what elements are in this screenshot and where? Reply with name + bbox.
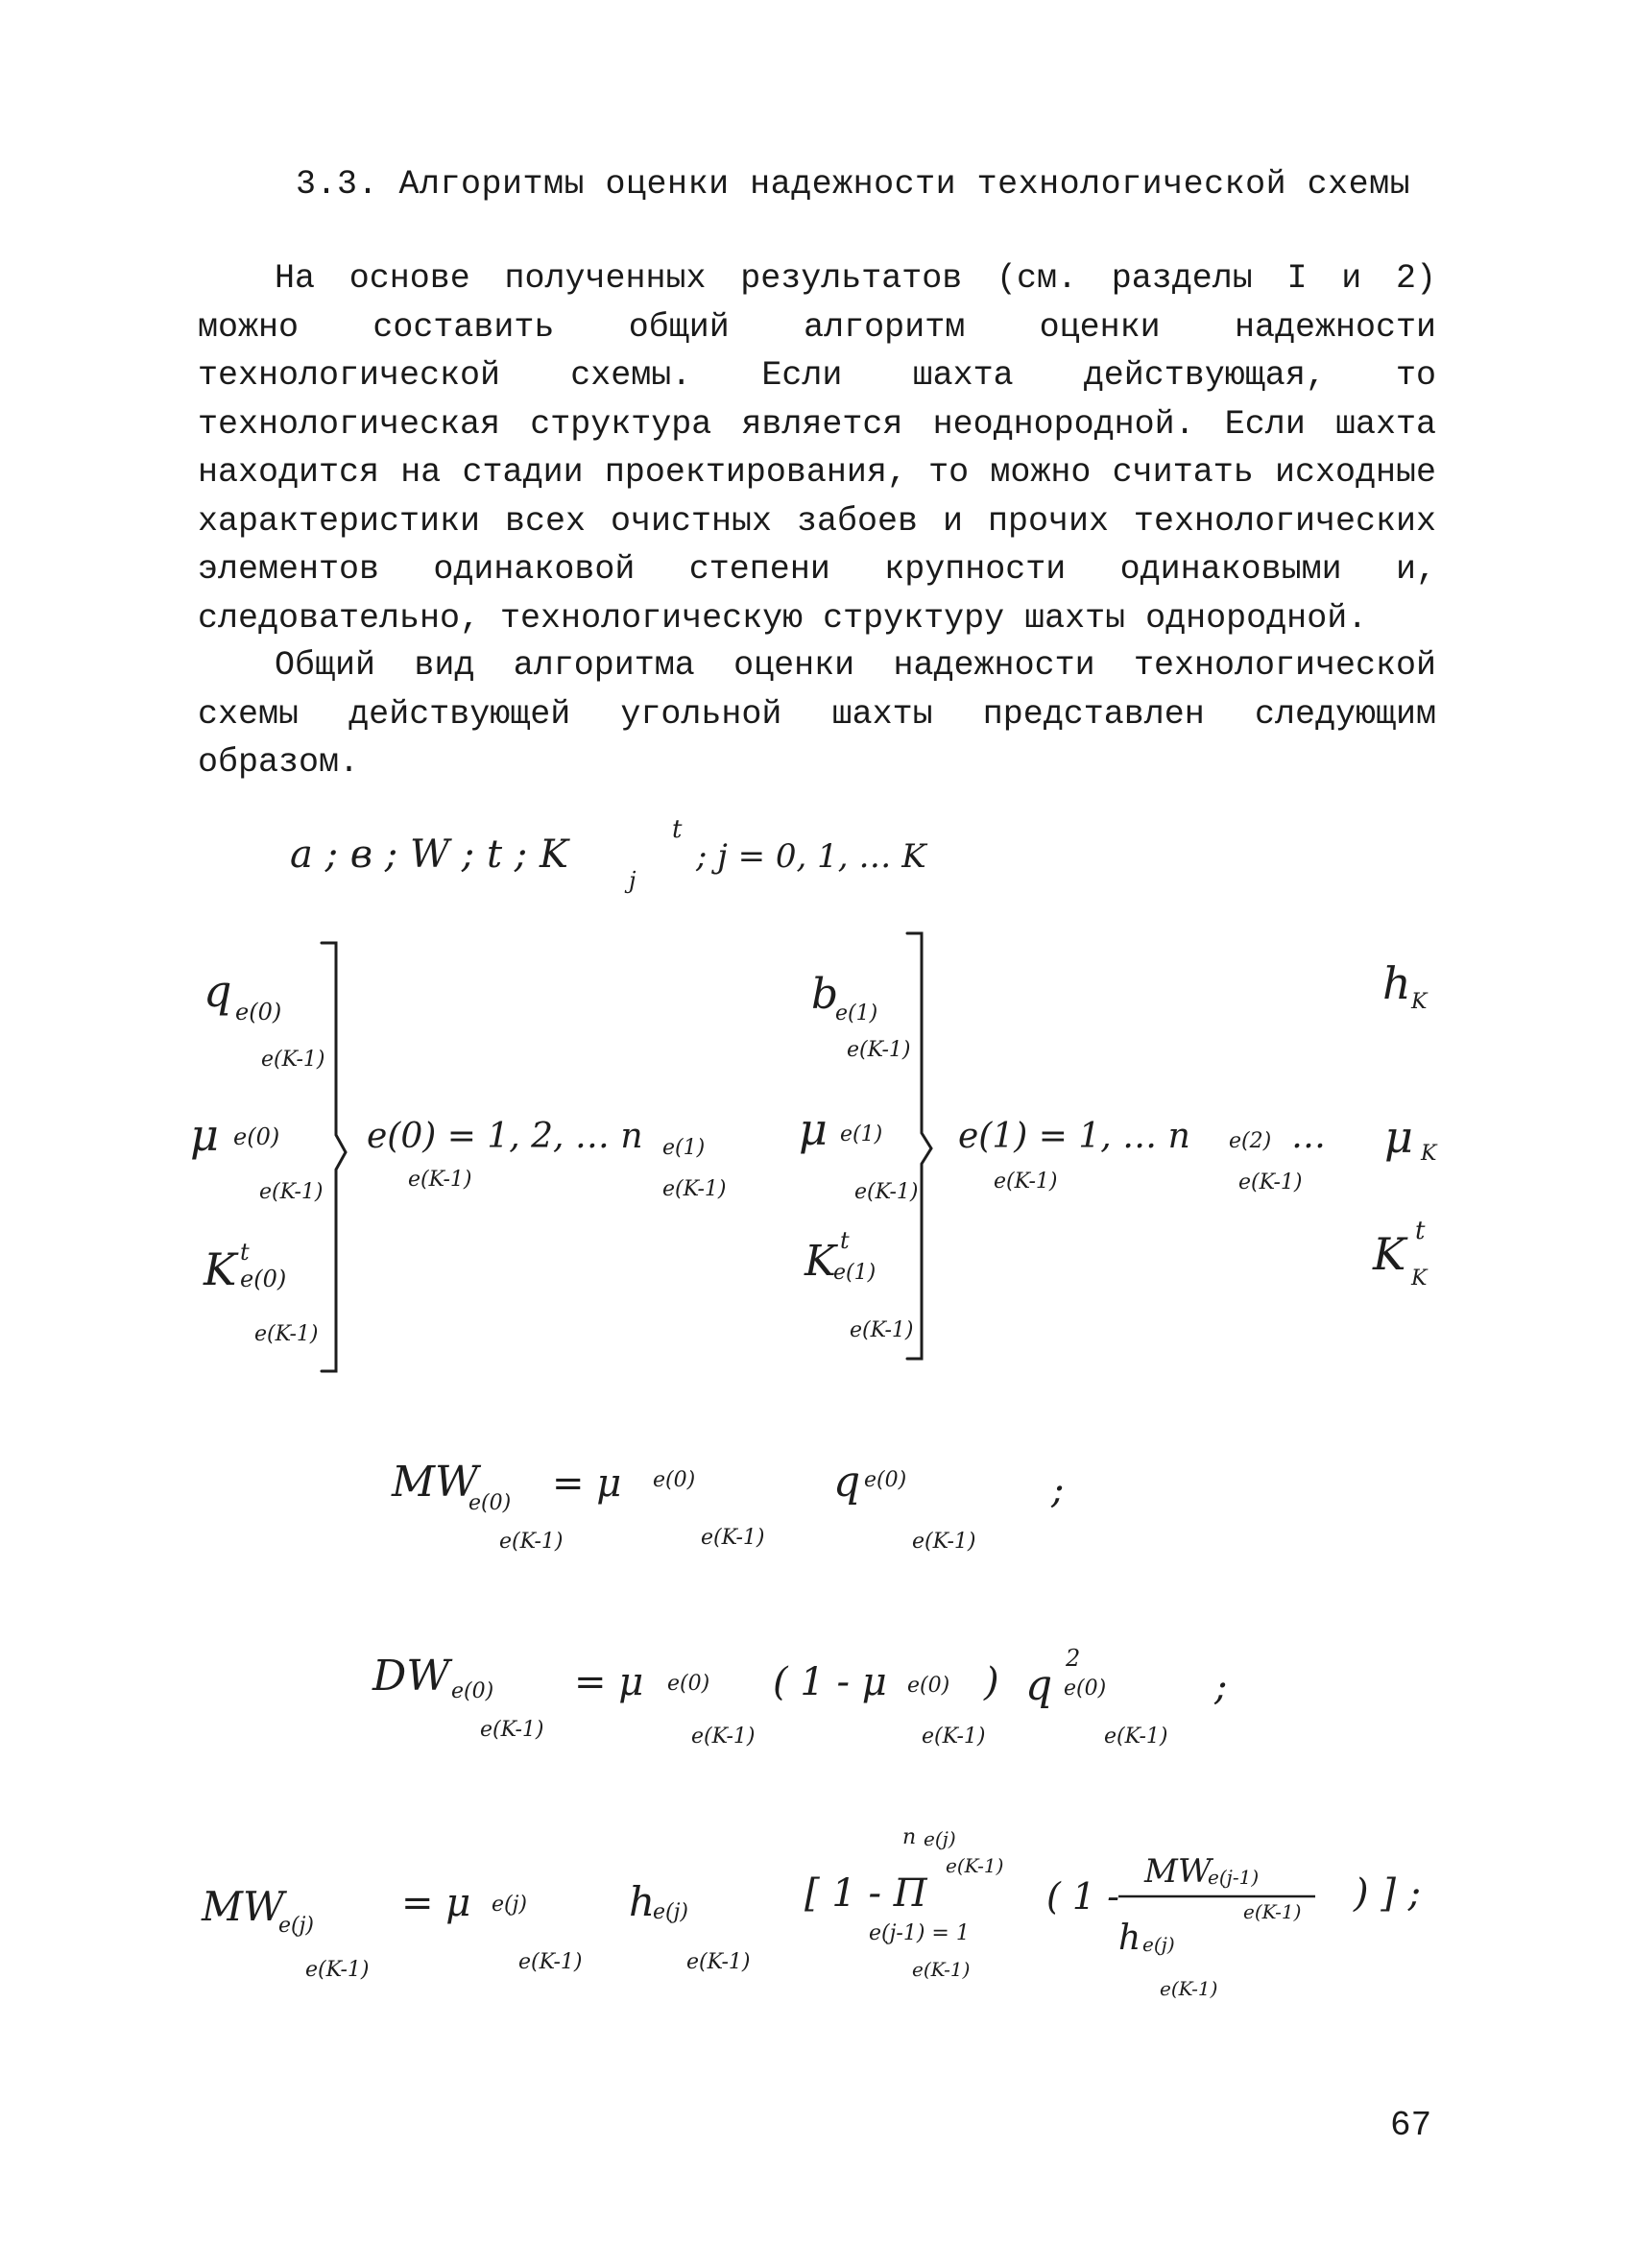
svg-text:e(K-1): e(K-1): [854, 1180, 919, 1204]
svg-text:DW: DW: [372, 1652, 450, 1701]
inputs-j: j: [629, 867, 636, 894]
paragraph-algorithm-view: Общий вид алгоритма оценки надежности технологической схемы действующей угольной шахты представлен следующим образом.: [198, 646, 1436, 782]
svg-text:…: …: [1291, 1117, 1326, 1156]
svg-text:e(1): e(1): [833, 1261, 877, 1285]
svg-text:e(K-1): e(K-1): [261, 1048, 325, 1072]
formula-mw: [391, 1458, 1064, 1554]
svg-text:t: t: [1415, 1217, 1426, 1245]
svg-text:e(K-1): e(K-1): [1238, 1170, 1303, 1194]
svg-text:e(K-1): e(K-1): [701, 1526, 765, 1550]
svg-text:e(0): e(0): [907, 1674, 950, 1698]
svg-text:e(K-1): e(K-1): [254, 1322, 319, 1346]
svg-text:e(0): e(0): [235, 999, 282, 1025]
svg-text:) ] ;: ) ] ;: [1354, 1871, 1422, 1916]
svg-text:e(1): e(1): [835, 1001, 878, 1025]
svg-text:e(K-1): e(K-1): [850, 1318, 914, 1342]
svg-text:e(0): e(0): [240, 1266, 287, 1292]
svg-text:e(K-1): e(K-1): [499, 1530, 564, 1554]
svg-text:;: ;: [1214, 1665, 1228, 1709]
svg-text:n: n: [902, 1825, 917, 1849]
k-symbol-right: K: [1373, 1228, 1406, 1280]
mu-symbol-right: μ: [1384, 1111, 1413, 1163]
inputs-range: ; j = 0, 1, … K: [696, 837, 926, 876]
svg-text:MW: MW: [392, 1458, 479, 1507]
svg-text:e(j-1): e(j-1): [1208, 1866, 1260, 1889]
formula-dw: [372, 1645, 1227, 1749]
svg-text:e(j): e(j): [492, 1893, 528, 1917]
svg-text:MW: MW: [1144, 1852, 1212, 1891]
b-symbol: b: [811, 970, 839, 1019]
svg-text:h: h: [1118, 1918, 1141, 1958]
svg-text:e(K-1): e(K-1): [847, 1038, 911, 1062]
svg-text:e(K-1): e(K-1): [946, 1854, 1004, 1877]
svg-text:e(K-1): e(K-1): [994, 1170, 1058, 1194]
svg-text:q: q: [833, 1458, 861, 1507]
svg-text:K: K: [1411, 990, 1428, 1014]
svg-text:e(0): e(0): [451, 1679, 494, 1703]
svg-text:e(j): e(j): [1142, 1933, 1175, 1956]
svg-text:= μ: = μ: [552, 1461, 622, 1506]
right-block: [1372, 957, 1438, 1291]
svg-text:q: q: [1025, 1661, 1053, 1710]
middle-range: e(1) = 1, … n: [958, 1117, 1190, 1156]
q-symbol: q: [204, 965, 232, 1017]
inputs-t: t: [672, 815, 683, 844]
left-range: e(0) = 1, 2, … n: [367, 1117, 643, 1156]
svg-text:e(2): e(2): [1229, 1129, 1272, 1153]
svg-text:e(0): e(0): [667, 1672, 710, 1696]
svg-text:e(0): e(0): [233, 1123, 280, 1150]
svg-text:= μ: = μ: [401, 1881, 471, 1925]
k-symbol: K: [204, 1243, 237, 1295]
inputs-text: a ; в ; W ; t ; K: [290, 832, 568, 877]
svg-text:e(1): e(1): [662, 1136, 706, 1160]
svg-text:e(K-1): e(K-1): [480, 1718, 544, 1742]
left-block: [190, 943, 726, 1371]
svg-text:e(K-1): e(K-1): [1104, 1725, 1168, 1749]
svg-text:MW: MW: [202, 1883, 285, 1930]
section-heading: 3.3. Алгоритмы оценки надежности технологической схемы: [296, 165, 1411, 204]
svg-text:e(K-1): e(K-1): [912, 1530, 976, 1554]
svg-text:e(K-1): e(K-1): [1160, 1977, 1218, 2000]
svg-text:e(j): e(j): [278, 1914, 315, 1938]
svg-text:K: K: [1421, 1142, 1437, 1166]
page-number: 67: [1390, 2106, 1432, 2145]
formula-mw-j: [201, 1825, 1421, 2000]
svg-text:( 1 - μ: ( 1 - μ: [773, 1660, 887, 1704]
middle-block: [799, 933, 1326, 1359]
svg-text:e(j): e(j): [924, 1827, 956, 1850]
svg-text:e(K-1): e(K-1): [1243, 1900, 1302, 1923]
svg-text:[ 1 - Π: [ 1 - Π: [804, 1871, 927, 1916]
svg-text:;: ;: [1051, 1468, 1065, 1512]
svg-text:e(K-1): e(K-1): [305, 1958, 370, 1982]
svg-text:e(0): e(0): [653, 1468, 696, 1492]
svg-text:e(K-1): e(K-1): [922, 1725, 986, 1749]
svg-text:): ): [984, 1660, 999, 1704]
svg-text:2: 2: [1066, 1645, 1081, 1672]
svg-text:( 1 -: ( 1 -: [1046, 1875, 1119, 1918]
svg-text:e(K-1): e(K-1): [662, 1177, 727, 1201]
svg-text:e(K-1): e(K-1): [408, 1168, 472, 1192]
svg-text:e(1): e(1): [840, 1122, 883, 1146]
svg-text:= μ: = μ: [574, 1660, 644, 1704]
inputs-line: [290, 815, 928, 894]
svg-text:e(0): e(0): [1064, 1677, 1107, 1701]
svg-text:e(j): e(j): [653, 1900, 689, 1924]
svg-text:e(K-1): e(K-1): [259, 1180, 324, 1204]
h-symbol: h: [1382, 957, 1411, 1009]
svg-text:e(K-1): e(K-1): [518, 1950, 583, 1974]
svg-text:K: K: [1411, 1267, 1428, 1291]
mu-symbol: μ: [190, 1109, 219, 1161]
svg-text:t: t: [240, 1239, 250, 1266]
left-brace: [322, 943, 346, 1371]
svg-text:e(0): e(0): [468, 1491, 512, 1515]
svg-text:t: t: [840, 1227, 850, 1254]
svg-text:h: h: [629, 1878, 656, 1925]
mu-symbol-mid: μ: [799, 1103, 828, 1155]
middle-brace: [907, 933, 931, 1359]
k-symbol-mid: K: [804, 1237, 836, 1286]
svg-text:e(0): e(0): [864, 1468, 907, 1492]
svg-text:e(K-1): e(K-1): [912, 1958, 971, 1981]
svg-text:e(j-1) = 1: e(j-1) = 1: [869, 1921, 970, 1945]
svg-text:e(K-1): e(K-1): [686, 1950, 751, 1974]
paragraph-intro: На основе полученных результатов (см. разделы I и 2) можно составить общий алгоритм оценки надежности технологической схемы. Если шахта действующая, то технологическая структура является неоднородной. Если шахта находится на стадии проектирования, то можно считать исходные характеристики всех очистных забоев и прочих технологических элементов одинаковой степени крупности одинаковыми и, следовательно, технологическую структуру шахты однородной.: [198, 259, 1436, 638]
svg-text:e(K-1): e(K-1): [691, 1725, 756, 1749]
